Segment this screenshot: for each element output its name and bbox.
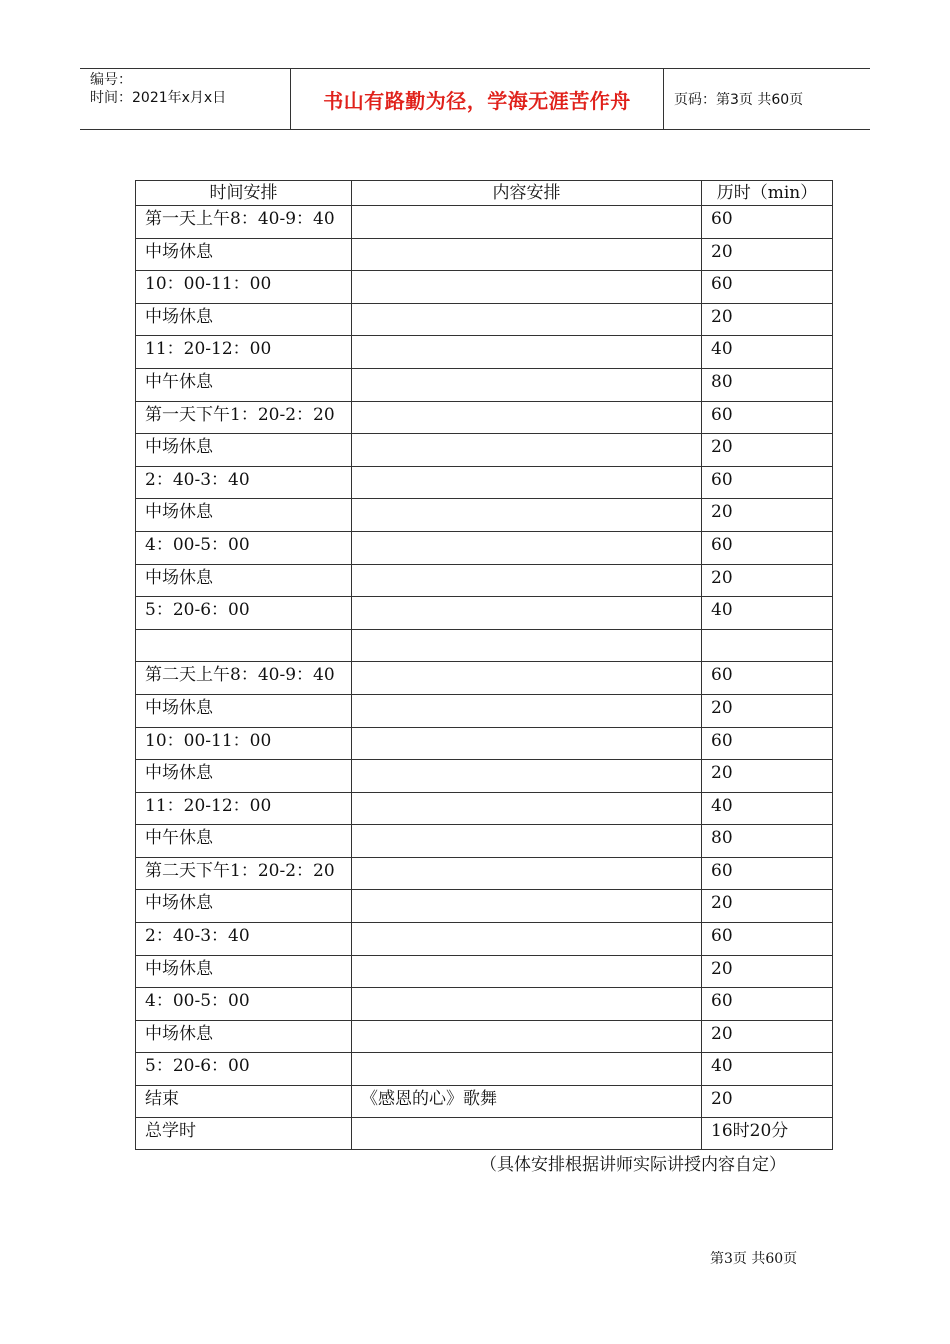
table-row [136, 955, 833, 988]
cell-content [352, 694, 702, 727]
cell-duration: 20 [702, 499, 833, 532]
header-motto: 书山有路勤为径，学海无涯苦作舟 [290, 69, 664, 129]
cell-duration: 80 [702, 368, 833, 401]
cell-time: 5：20-6：00 [136, 597, 352, 630]
cell-duration: 40 [702, 792, 833, 825]
table-row [136, 727, 833, 760]
cell-duration: 60 [702, 401, 833, 434]
table-row [136, 662, 833, 695]
cell-time: 第一天下午1：20-2：20 [136, 401, 352, 434]
cell-content [352, 368, 702, 401]
number-label: 编号： [90, 72, 132, 88]
table-row [136, 1020, 833, 1053]
cell-duration: 40 [702, 597, 833, 630]
cell-time [136, 629, 352, 662]
cell-duration: 20 [702, 434, 833, 467]
table-row [136, 1053, 833, 1086]
cell-duration: 60 [702, 988, 833, 1021]
cell-content [352, 336, 702, 369]
cell-duration: 20 [702, 760, 833, 793]
cell-time: 中午休息 [136, 825, 352, 858]
cell-content [352, 531, 702, 564]
table-row [136, 923, 833, 956]
cell-time: 10：00-11：00 [136, 727, 352, 760]
table-row [136, 434, 833, 467]
cell-time: 4：00-5：00 [136, 531, 352, 564]
table-row [136, 857, 833, 890]
cell-duration: 20 [702, 1086, 833, 1118]
cell-content [352, 792, 702, 825]
cell-time: 2：40-3：40 [136, 923, 352, 956]
cell-content [352, 434, 702, 467]
cell-duration: 20 [702, 564, 833, 597]
cell-duration: 60 [702, 727, 833, 760]
cell-duration: 20 [702, 303, 833, 336]
table-row [136, 564, 833, 597]
column-header-time: 时间安排 [136, 181, 352, 206]
table-row [136, 368, 833, 401]
cell-duration: 60 [702, 662, 833, 695]
table-row [136, 825, 833, 858]
table-row [136, 1118, 833, 1150]
cell-duration: 60 [702, 271, 833, 304]
column-header-content: 内容安排 [352, 181, 702, 206]
cell-content [352, 238, 702, 271]
cell-duration: 60 [702, 857, 833, 890]
table-row [136, 988, 833, 1021]
cell-duration: 20 [702, 1020, 833, 1053]
cell-time: 2：40-3：40 [136, 466, 352, 499]
cell-time: 中场休息 [136, 760, 352, 793]
cell-content [352, 727, 702, 760]
table-row [136, 531, 833, 564]
table-row [136, 238, 833, 271]
cell-duration: 20 [702, 238, 833, 271]
cell-content [352, 857, 702, 890]
cell-content [352, 466, 702, 499]
header-page-label: 页码：第3页 共60页 [674, 92, 804, 108]
cell-time: 中午休息 [136, 368, 352, 401]
cell-duration: 60 [702, 531, 833, 564]
table-row [136, 303, 833, 336]
schedule-note: （具体安排根据讲师实际讲授内容自定） [480, 1155, 786, 1175]
table-row [136, 466, 833, 499]
cell-duration: 80 [702, 825, 833, 858]
cell-duration: 20 [702, 694, 833, 727]
table-row [136, 271, 833, 304]
cell-content [352, 597, 702, 630]
table-row [136, 760, 833, 793]
cell-time: 11：20-12：00 [136, 792, 352, 825]
cell-time: 中场休息 [136, 955, 352, 988]
cell-content [352, 955, 702, 988]
cell-time: 4：00-5：00 [136, 988, 352, 1021]
cell-content [352, 662, 702, 695]
cell-content [352, 564, 702, 597]
cell-content [352, 988, 702, 1021]
cell-content [352, 890, 702, 923]
cell-content [352, 1118, 702, 1150]
cell-time: 第二天上午8：40-9：40 [136, 662, 352, 695]
cell-content: 《感恩的心》歌舞 [352, 1086, 702, 1118]
cell-duration: 16时20分 [702, 1118, 833, 1150]
cell-time: 中场休息 [136, 303, 352, 336]
table-row [136, 206, 833, 239]
table-header-row [136, 181, 833, 206]
table-row [136, 336, 833, 369]
table-row [136, 1086, 833, 1118]
cell-duration: 60 [702, 466, 833, 499]
cell-time: 11：20-12：00 [136, 336, 352, 369]
cell-duration: 40 [702, 1053, 833, 1086]
table-row [136, 401, 833, 434]
cell-content [352, 401, 702, 434]
page-footer: 第3页 共60页 [710, 1251, 798, 1267]
cell-duration: 60 [702, 206, 833, 239]
cell-content [352, 303, 702, 336]
cell-time: 5：20-6：00 [136, 1053, 352, 1086]
cell-time: 中场休息 [136, 694, 352, 727]
table-row [136, 597, 833, 630]
cell-content [352, 629, 702, 662]
table-body [136, 206, 833, 1150]
cell-content [352, 923, 702, 956]
page-header [80, 68, 870, 130]
cell-duration: 60 [702, 923, 833, 956]
cell-time: 中场休息 [136, 238, 352, 271]
cell-duration: 20 [702, 890, 833, 923]
cell-time: 中场休息 [136, 1020, 352, 1053]
column-header-duration: 历时（min） [702, 181, 833, 206]
cell-time: 第一天上午8：40-9：40 [136, 206, 352, 239]
cell-content [352, 499, 702, 532]
cell-time: 中场休息 [136, 890, 352, 923]
cell-duration [702, 629, 833, 662]
cell-content [352, 271, 702, 304]
cell-time: 总学时 [136, 1118, 352, 1150]
cell-time: 结束 [136, 1086, 352, 1118]
table-row [136, 499, 833, 532]
time-label: 时间：2021年x月x日 [90, 90, 227, 106]
cell-content [352, 1020, 702, 1053]
schedule-table [135, 180, 833, 1150]
cell-time: 第二天下午1：20-2：20 [136, 857, 352, 890]
cell-time: 中场休息 [136, 434, 352, 467]
table-row [136, 890, 833, 923]
cell-content [352, 206, 702, 239]
table-row [136, 694, 833, 727]
table-row [136, 792, 833, 825]
cell-content [352, 825, 702, 858]
cell-time: 10：00-11：00 [136, 271, 352, 304]
cell-duration: 20 [702, 955, 833, 988]
header-left [80, 69, 290, 129]
cell-duration: 40 [702, 336, 833, 369]
cell-time: 中场休息 [136, 499, 352, 532]
cell-time: 中场休息 [136, 564, 352, 597]
table-row [136, 629, 833, 662]
cell-content [352, 1053, 702, 1086]
cell-content [352, 760, 702, 793]
